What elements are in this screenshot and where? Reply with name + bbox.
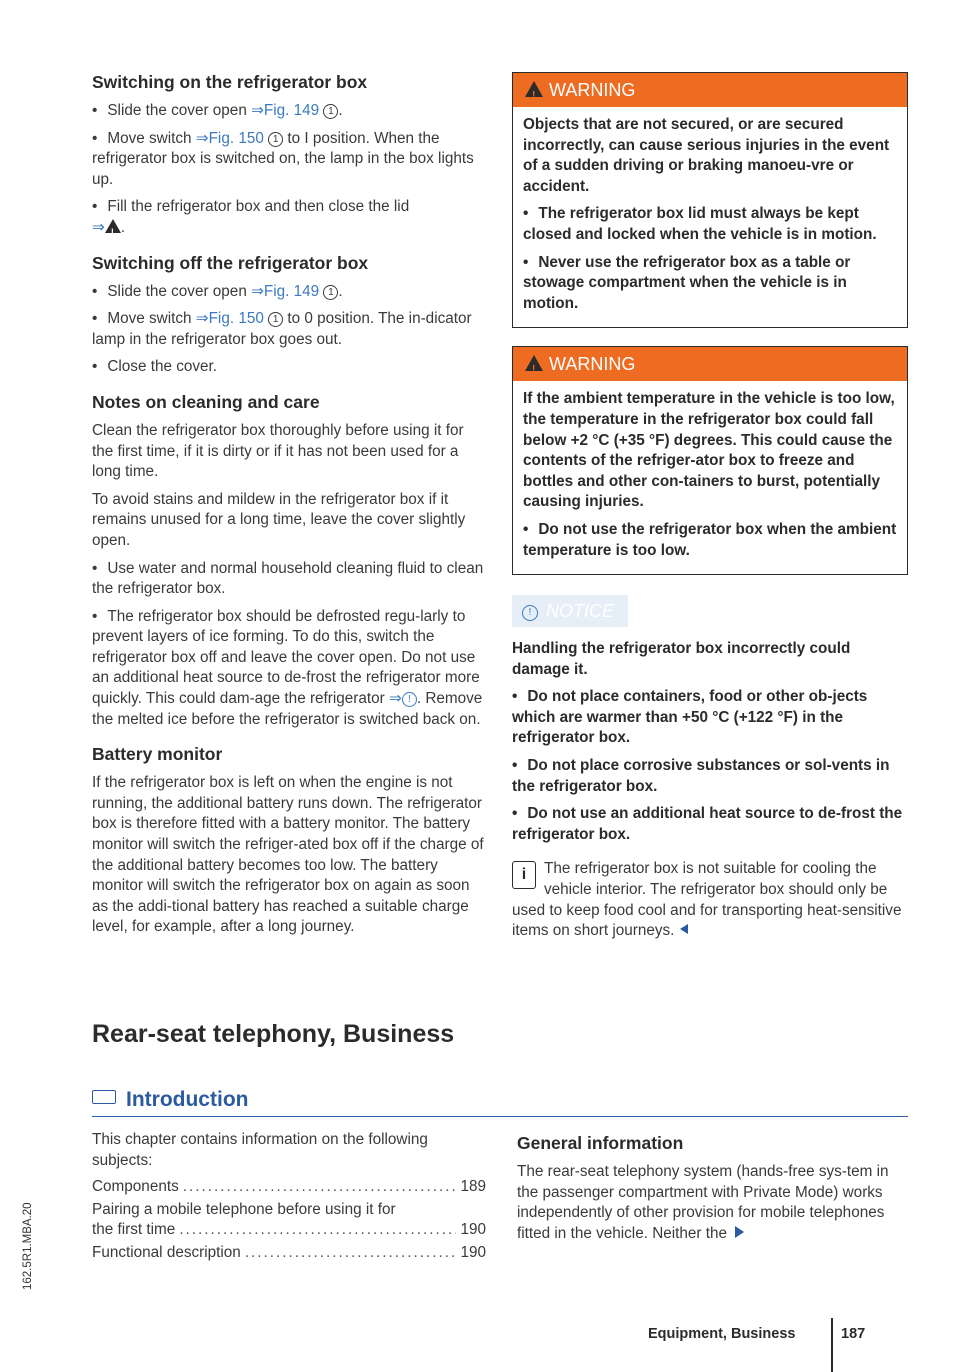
info-note: i The refrigerator box is not suitable for cooling the vehicle interior. The refrigerator box should only be used to keep food cool and for transporting heat-sensitive items on short journeys. (512, 860, 902, 940)
toc-entry[interactable]: Components ..... 189 (92, 1177, 486, 1198)
section-title-battery: Battery monitor (92, 744, 223, 765)
warning-bullet: • Never use the refrigerator box as a table or stowage compartment when the vehicle is in motion. (523, 253, 897, 315)
end-of-section-icon (680, 924, 688, 934)
warning-box-temperature (512, 346, 908, 575)
notice-label: ! NOTICE (512, 595, 628, 627)
paragraph: Clean the refrigerator box thoroughly before using it for the first time, if it is dirty or if it has not been used for a long time. (92, 421, 464, 481)
callout-1-icon: 1 (323, 104, 338, 119)
section-title-switching-off: Switching off the refrigerator box (92, 252, 369, 273)
fig-150-link[interactable]: ⇒Fig. 150 (195, 310, 264, 328)
notice-bullet: • Do not use an additional heat source to de-frost the refrigerator box. (512, 804, 908, 845)
section-title-cleaning: Notes on cleaning and care (92, 391, 320, 412)
bullet-move-switch-on: • Move switch ⇒Fig. 150 1 to I position. When the refrigerator box is switched on, the lamp in the box lights up. (92, 129, 484, 191)
warning-header: !WARNING (513, 73, 907, 107)
warning-header: !WARNING (513, 347, 907, 381)
bullet-water: • Use water and normal household cleaning fluid to clean the refrigerator box. (92, 559, 484, 600)
fig-149-link[interactable]: ⇒Fig. 149 (251, 282, 320, 300)
left-column (92, 72, 484, 945)
table-of-contents (92, 1130, 486, 1266)
warning-triangle-icon (525, 81, 543, 97)
bullet-slide-cover-on: • Slide the cover open ⇒Fig. 149 1 . (92, 101, 484, 122)
fig-150-link[interactable]: ⇒Fig. 150 (195, 129, 264, 147)
warning-box-objects (512, 72, 908, 328)
toc-entry[interactable]: Functional description ..... 190 (92, 1243, 486, 1264)
warning-triangle-icon (105, 219, 121, 233)
notice-icon: ! (402, 692, 417, 707)
document-code: 162.5R1.MBA.20 (22, 1202, 34, 1290)
warning-text: If the ambient temperature in the vehicle is too low, the temperature in the refrigerator box could fall below +2 °C (+35 °F) degrees. This could cause the contents of the refriger-ator box to freeze and bottles and other con-tainers to burst, potentially causing injuries. (523, 390, 895, 511)
notice-bullet: • Do not place containers, food or other ob-jects which are warmer than +50 °C (+122 °F) in the refrigerator box. (512, 687, 908, 749)
bullet-close-cover: • Close the cover. (92, 357, 484, 378)
bullet-slide-cover-off: • Slide the cover open ⇒Fig. 149 1 . (92, 282, 484, 303)
warning-triangle-icon (525, 355, 543, 371)
paragraph: The rear-seat telephony system (hands-free sys-tem in the passenger compartment with Private Mode) works independently of other provision for mobile telephones fitted in the vehicle. Neither the (517, 1163, 889, 1242)
toc-entry[interactable]: Pairing a mobile telephone before using it for the first time ..... 190 (92, 1200, 486, 1241)
book-icon (92, 1090, 116, 1104)
notice-ref-link[interactable]: ⇒ (389, 690, 402, 708)
continued-arrow-icon (735, 1226, 744, 1238)
callout-1-icon: 1 (323, 285, 338, 300)
bullet-defrost: • The refrigerator box should be defrosted regu-larly to prevent layers of ice forming. To do this, switch the refrigerator box off and leave the cover open. Do not use an additional heat source to de-frost the refrigerator more quickly. This could dam-age the refrigerator ⇒ ! . Remove the melted ice before the refrigerator is switched back on. (92, 607, 484, 731)
warning-text: Objects that are not secured, or are secured incorrectly, can cause serious injuries in the event of a sudden driving or braking manoeu-vre or accident. (523, 116, 890, 195)
footer-divider (831, 1318, 833, 1372)
notice-icon: ! (522, 605, 538, 621)
fig-149-link[interactable]: ⇒Fig. 149 (251, 102, 320, 119)
paragraph: This chapter contains information on the following subjects: (92, 1131, 428, 1169)
footer-section: Equipment, Business (648, 1326, 796, 1342)
callout-1-icon: 1 (268, 312, 283, 327)
introduction-heading: Introduction (92, 1088, 908, 1117)
section-title-general: General information (517, 1133, 684, 1153)
callout-1-icon: 1 (268, 132, 283, 147)
section-title-switching-on: Switching on the refrigerator box (92, 72, 368, 92)
right-column (512, 72, 908, 949)
warning-bullet: • Do not use the refrigerator box when the ambient temperature is too low. (523, 520, 897, 561)
notice-text: Handling the refrigerator box incorrectly could damage it. (512, 640, 851, 678)
paragraph: If the refrigerator box is left on when the engine is not running, the additional battery runs down. The refrigerator box is therefore fitted with a battery monitor. The battery monitor will switch the refriger-ated box off if the charge of the additional battery becomes too low. The battery monitor will switch the refrigerator box on again as soon as the addi-tional battery has reached a suitable charge level, for example, after a long journey. (92, 774, 484, 936)
bullet-move-switch-off: • Move switch ⇒Fig. 150 1 to 0 position. The in-dicator lamp in the refrigerator box goes out. (92, 309, 484, 350)
bullet-fill-box: • Fill the refrigerator box and then close the lid ⇒! . (92, 197, 484, 238)
general-information (517, 1133, 909, 1251)
notice-bullet: • Do not place corrosive substances or sol-vents in the refrigerator box. (512, 756, 908, 797)
info-icon: i (512, 861, 536, 889)
page-number: 187 (841, 1326, 866, 1342)
chapter-title: Rear-seat telephony, Business (92, 1020, 455, 1048)
warning-bullet: • The refrigerator box lid must always be kept closed and locked when the vehicle is in motion. (523, 204, 897, 245)
warning-ref-link[interactable]: ⇒ (92, 218, 105, 236)
paragraph: To avoid stains and mildew in the refrigerator box if it remains unused for a long time, leave the cover slightly open. (92, 490, 466, 549)
